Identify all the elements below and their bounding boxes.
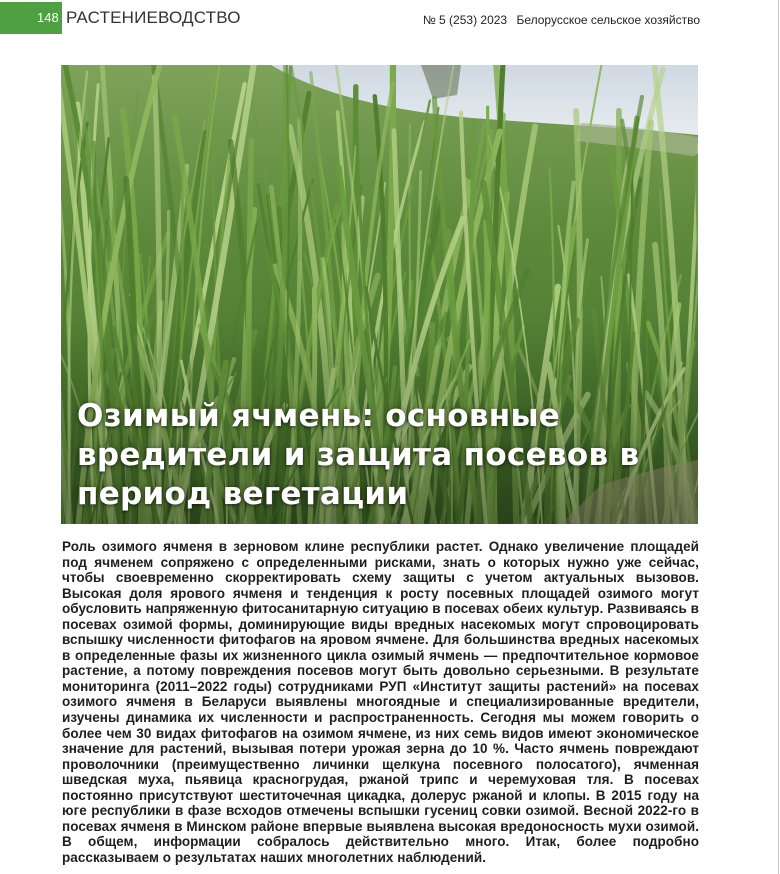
page-edge-rule <box>778 0 779 874</box>
issue-info <box>423 13 700 27</box>
article-title: Озимый ячмень: основные вредители и защита посевов в период вегетации <box>77 398 640 512</box>
hero-photo <box>61 65 698 524</box>
issue-number: № 5 (253) 2023 <box>422 13 508 27</box>
journal-name: Белорусское сельское хозяйство <box>516 13 700 27</box>
article-lead: Роль озимого ячменя в зерновом клине республики растет. Однако увеличение площадей под ячменем сопряжено с определенными рисками, знать о которых нужно уже сейчас, чтобы своевременно скорректировать схему защиты с учетом актуальных вызовов. Высокая доля ярового ячменя и тенденция к росту посевных площадей озимого могут обусловить напряженную фитосанитарную ситуацию в посевах обеих культур. Развиваясь в посевах озимой формы, доминирующие виды вредных насекомых могут спровоцировать вспышку численности фитофагов на яровом ячмене. Для большинства вредных насекомых в определенные фазы их жизненного цикла озимый ячмень — предпочтительное кормовое растение, а потому повреждения посевов могут быть довольно серьезными. В результате мониторинга (2011–2022 годы) сотрудниками РУП «Институт защиты растений» на посевах озимого ячменя в Беларуси выявлены многоядные и специализированные вредители, изучены динамика их численности и распространенность. Сегодня мы можем говорить о более чем 30 видах фитофагов на озимом ячмене, из них семь видов имеют экономическое значение для растений, вызывая потери урожая зерна до 10 %. Часто ячмень повреждают проволочники (преимущественно личинки щелкуна посевного полосатого), ячменная шведская муха, пьявица красногрудая, ржаной трипс и черемуховая тля. В посевах постоянно присутствуют шеститочечная цикадка, долерус ржаной и клопы. В 2015 году на юге республики в фазе всходов отмечены вспышки гусениц совки озимой. Весной 2022-го в посевах ячменя в Минском районе впервые выявлена высокая вредоносность мухи озимой. В общем, информации собралось действительно много. Итак, более подробно рассказываем о результатах наших многолетних наблюдений. <box>62 539 699 865</box>
section-title: РАСТЕНИЕВОДСТВО <box>66 8 241 27</box>
page-number: 148 <box>0 2 62 34</box>
